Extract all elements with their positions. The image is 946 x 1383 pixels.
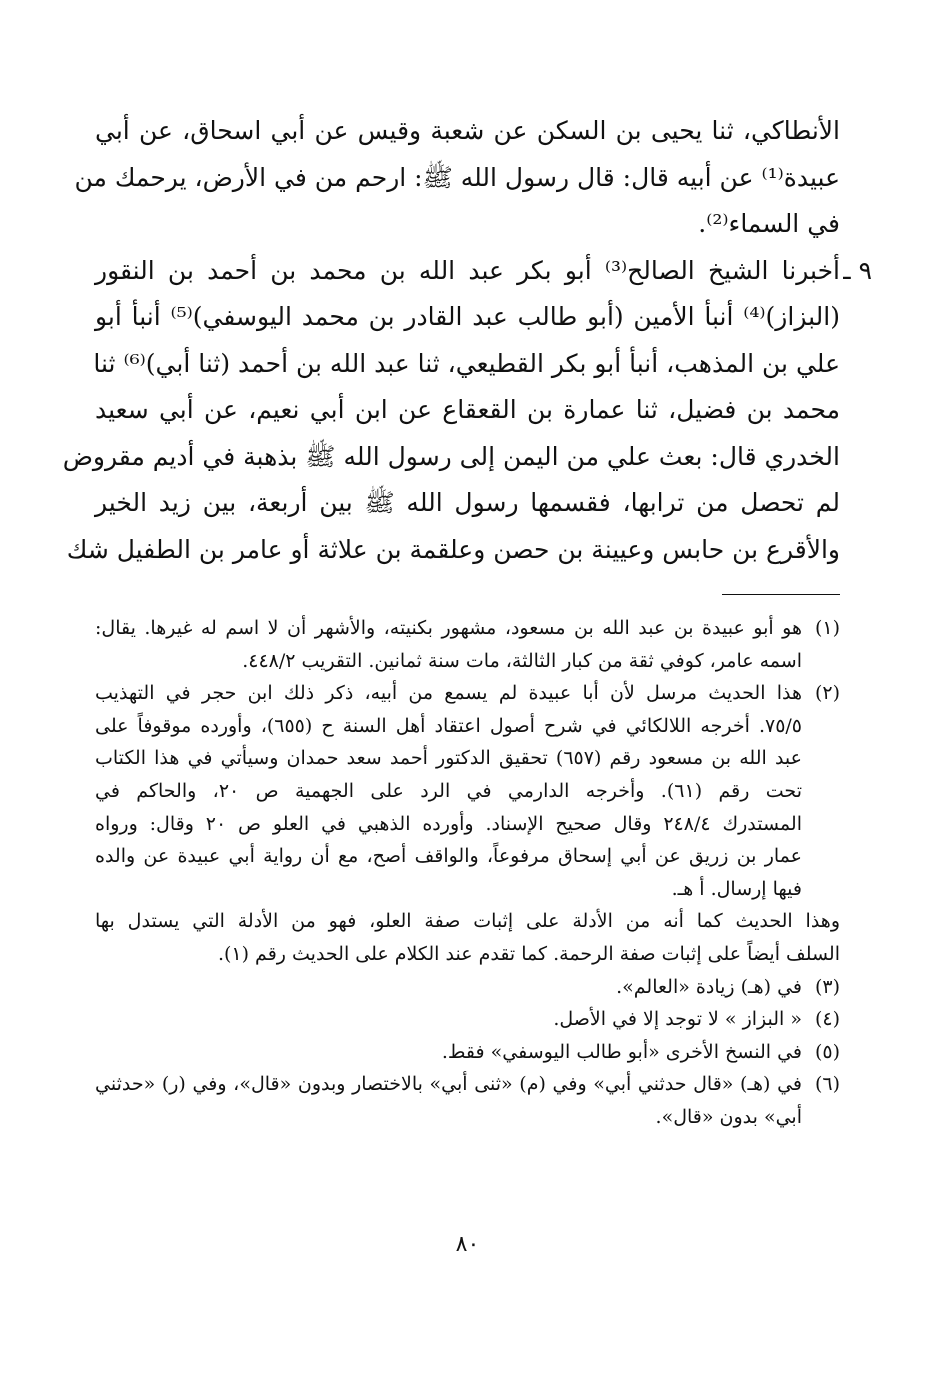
footnote-text: « البزاز » لا توجد إلا في الأصل. — [553, 1008, 802, 1031]
footnote-2-continued: المستدرك ٢٤٨/٤ وقال صحيح الإسناد. وأورده الذهبي في العلو ص ٢٠ وقال: ورواه — [95, 812, 802, 835]
footnote-2-continued: عمار بن زريق عن أبي إسحاق مرفوعاً، والواقف أصح، مع أن رواية أبي عبيدة عن والده — [95, 845, 802, 868]
hadith-9-first-line — [95, 248, 872, 295]
footnote-1 — [95, 612, 840, 645]
main-text-line: علي بن المذهب، أنبأ أبو بكر القطيعي، ثنا عبد الله بن أحمد (ثنا أبي)⁽⁶⁾ ثنا — [93, 348, 840, 378]
footnote-1-continued: اسمه عامر، كوفي ثقة من كبار الثالثة، مات سنة ثمانين. التقريب ٤٤٨/٢. — [242, 649, 802, 672]
footnote-2-note: السلف أيضاً على إثبات صفة الرحمة. كما تقدم عند الكلام على الحديث رقم (١). — [217, 942, 840, 965]
book-page — [62, 108, 872, 1257]
main-text-line: الخدري قال: بعث علي من اليمن إلى رسول الله ﷺ بذهبة في أديم مقروض — [62, 441, 840, 471]
footnote-2-continued: تحت رقم (٦١). وأخرجه الدارمي في الرد على الجهمية ص ٢٠، والحاكم في — [95, 779, 802, 802]
main-text-line: عبيدة⁽¹⁾ عن أبيه قال: قال رسول الله ﷺ: ارحم من في الأرض، يرحمك من — [74, 162, 840, 192]
footnote-5 — [95, 1036, 840, 1069]
main-text-line: أخبرنا الشيخ الصالح⁽³⁾ أبو بكر عبد الله بن محمد بن أحمد بن النقور — [95, 255, 840, 285]
footnote-marker: (١) — [814, 617, 840, 639]
main-text-line: الأنطاكي، ثنا يحيى بن السكن عن شعبة وقيس عن أبي اسحاق، عن أبي — [95, 116, 840, 145]
main-text-line: والأقرع بن حابس وعيينة بن حصن وعلقمة بن علاثة أو عامر بن الطفيل شك — [66, 534, 840, 564]
main-text — [62, 108, 872, 573]
footnote-text: في النسخ الأخرى «أبو طالب اليوسفي» فقط. — [441, 1040, 802, 1063]
footnote-2-continued: عبد الله بن مسعود رقم (٦٥٧) تحقيق الدكتور أحمد سعد حمدان وسيأتي في هذا الكتاب — [95, 747, 802, 770]
footnote-marker: (٤) — [814, 1008, 840, 1031]
footnote-6-continued: أبي» بدون «قال». — [655, 1105, 802, 1128]
footnote-2-note: وهذا الحديث كما أنه من الأدلة على إثبات صفة العلو، فهو من الأدلة التي يستدل بها — [95, 910, 840, 933]
footnote-marker: (٦) — [814, 1073, 840, 1096]
footnote-text: في (هـ) «قال حدثني أبي» وفي (م) «ثنى أبي» بالاختصار وبدون «قال»، وفي (ر) «حدثني — [95, 1073, 802, 1096]
footnote-4 — [95, 1003, 840, 1036]
footnote-marker: (٥) — [814, 1040, 840, 1063]
footnote-2-continued: ٧٥/٥. أخرجه اللالكائي في شرح أصول اعتقاد أهل السنة ح (٦٥٥)، وأورده موقوفاً على — [95, 714, 803, 737]
footnote-6 — [95, 1068, 840, 1101]
main-text-line: لم تحصل من ترابها، فقسمها رسول الله ﷺ بين أربعة، بين زيد الخير — [95, 488, 840, 517]
page-number: ٨٠ — [455, 1232, 480, 1257]
footnote-3 — [95, 971, 840, 1004]
main-text-line: محمد بن فضيل، ثنا عمارة بن القعقاع عن ابن أبي نعيم، عن أبي سعيد — [95, 395, 840, 424]
footnotes — [95, 612, 840, 1134]
main-text-line: (البزاز)⁽⁴⁾ أنبأ الأمين (أبو طالب عبد القادر بن محمد اليوسفي)⁽⁵⁾ أنبأ أبو — [95, 302, 840, 331]
main-text-line: في السماء⁽²⁾. — [698, 209, 840, 238]
footnote-text: هذا الحديث مرسل لأن أبا عبيدة لم يسمع من أبيه، ذكر ذلك ابن حجر في التهذيب — [95, 682, 802, 705]
footnote-text: هو أبو عبيدة بن عبد الله بن مسعود، مشهور بكنيته، والأشهر أن لا اسم له غيرها. يقال: — [95, 617, 802, 639]
footnote-text: في (هـ) زيادة «العالم». — [616, 975, 802, 998]
footnote-divider — [722, 594, 840, 595]
hadith-number: ٩ ـ — [843, 255, 872, 285]
footnote-marker: (٢) — [814, 682, 840, 705]
footnote-2-continued: فيها إرسال. أ هـ. — [671, 877, 802, 900]
footnote-marker: (٣) — [814, 975, 840, 998]
footnote-2 — [95, 677, 840, 710]
